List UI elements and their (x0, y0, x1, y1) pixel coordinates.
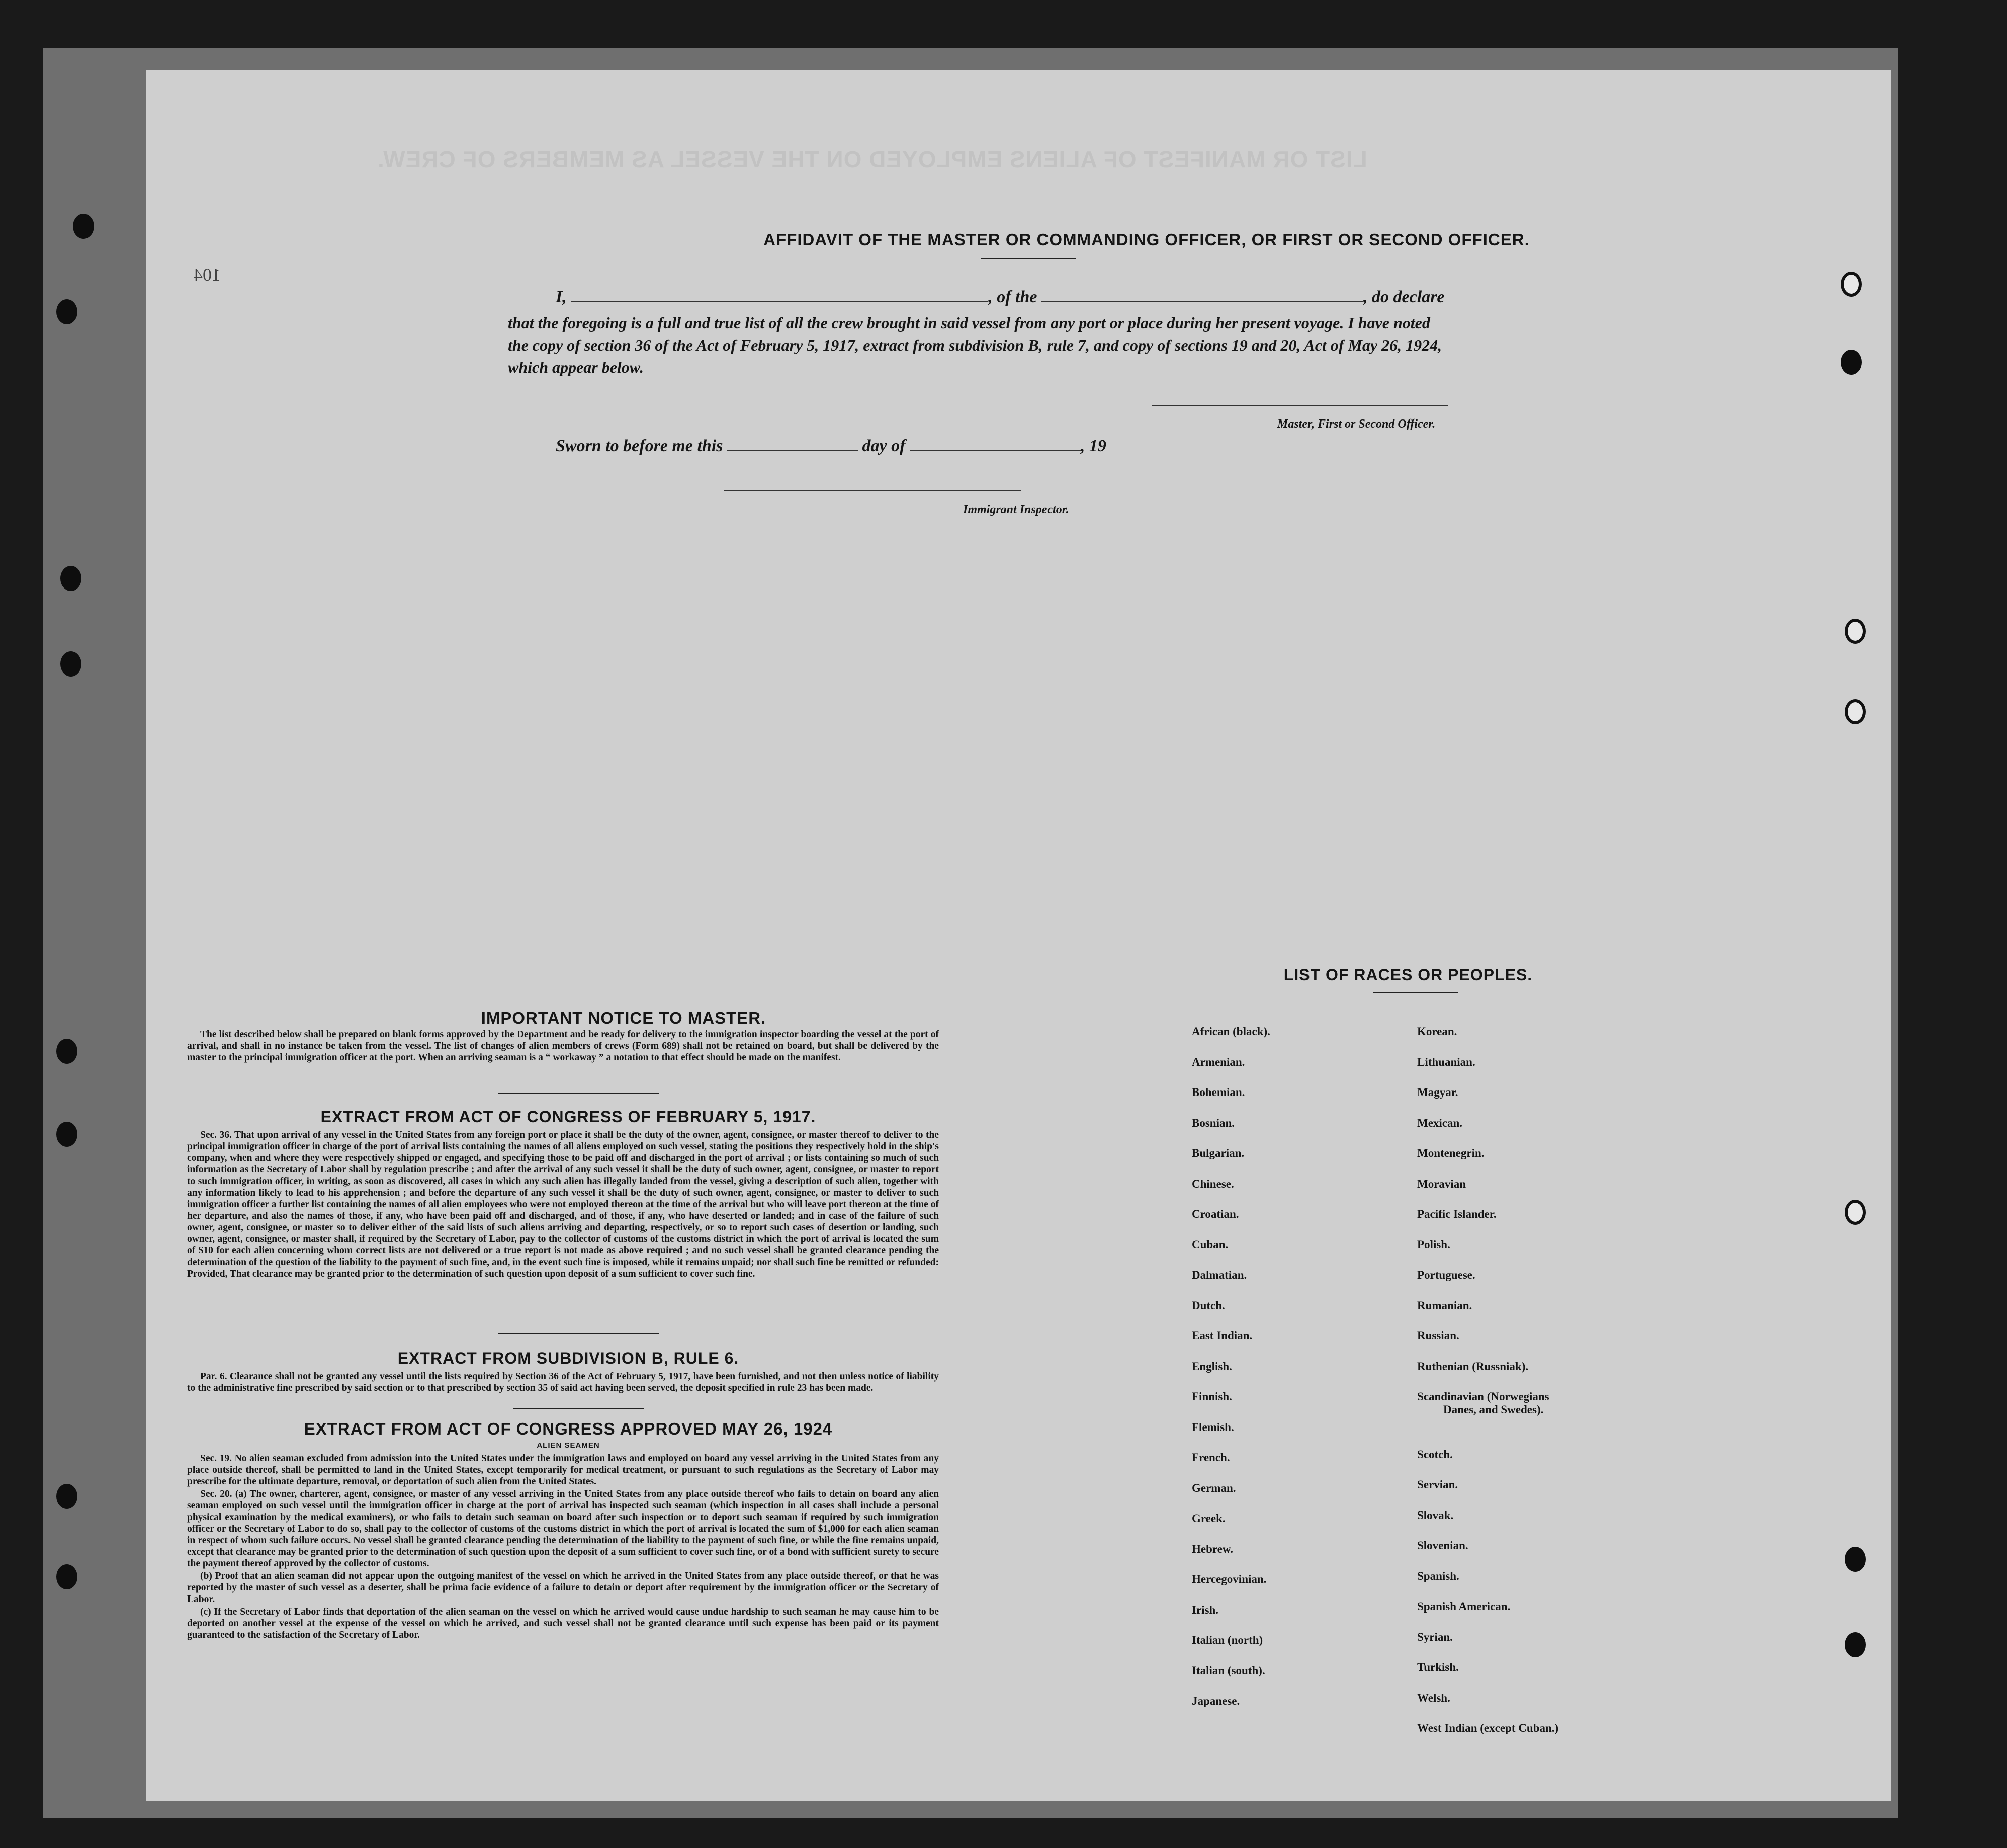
race-item: Italian (south). (1192, 1664, 1265, 1677)
race-item: Bulgarian. (1192, 1147, 1245, 1159)
race-item: Ruthenian (Russniak). (1417, 1360, 1529, 1373)
signature-label: Master, First or Second Officer. (1277, 417, 1436, 431)
race-item: Hebrew. (1192, 1542, 1233, 1555)
binder-hole (56, 1484, 77, 1509)
sec-20b-text: (b) Proof that an alien seaman did not appear upon the outgoing manifest of the vessel on which he arrived in the United States from any place outside thereof, or that he was reported by the master of such vessel as a deserter, shall be prima facie evidence of a failure to detain or deport after requirement by the immigration officer or the Secretary of Labor. (187, 1571, 939, 1605)
extract-1924-body (187, 1453, 939, 1642)
par-6-text: Par. 6. Clearance shall not be granted any vessel until the lists required by Section 36 of the Act of February 5, 1917, have been furnished, and not then unless notice of liability to the administrative fine prescribed by said section or to that prescribed by section 35 of said act having been served, the deposit specified in rule 23 has been made. (187, 1371, 939, 1393)
race-item: Turkish. (1417, 1661, 1459, 1674)
declaration-line (556, 288, 1444, 307)
sec-20c-text: (c) If the Secretary of Labor finds that deportation of the alien seaman on the vessel on which he arrived would cause undue hardship to such seaman he may cause him to be deported on another vessel at the expense of the vessel on which he arrived, and such vessel shall not be granted clearance until such expense has been paid or its payment guaranteed to the satisfaction of the Secretary of Labor. (187, 1607, 939, 1640)
race-item: Italian (north) (1192, 1634, 1263, 1646)
extract-1924-title: EXTRACT FROM ACT OF CONGRESS APPROVED MAY 26, 1924 (304, 1419, 833, 1438)
race-item: Pacific Islander. (1417, 1208, 1497, 1220)
race-item: German. (1192, 1481, 1236, 1494)
section-36-text: Sec. 36. That upon arrival of any vessel in the United States from any foreign port or place it shall be the duty of the owner, agent, consignee, or master thereof to deliver to the principal immigration officer in charge of the port of arrival lists containing the names of all aliens employed on such vessel, stating the positions they respectively hold in the ship's company, when and where they were respectively shipped or engaged, and specifying those to be paid off and discharged in the port of arrival ; or lists containing so much of such information as the Secretary of Labor shall by regulation prescribe ; and after the arrival of any such vessel it shall be the duty of such owner, agent, consignee, or master to report to such immigration officer, in writing, as soon as discovered, all cases in which any such alien has illegally landed from the vessel, giving a description of such alien, together with any information likely to lead to his apprehension ; and before the departure of any such vessel it shall be the duty of such owner, agent, consignee, or master to deliver to such immigration officer a further list containing the names of all alien employees who were not employed thereon at the time of the arrival but who will leave port thereon at the time of her departure, and also the names of those, if any, who have been paid off and discharged, and of those, if any, who have deserted or landed; and in case of the failure of such owner, agent, consignee, or master so to deliver either of the said lists of such aliens arriving and departing, respectively, or so to report such cases of desertion or landing, such owner, agent, consignee, or master shall, if required by the Secretary of Labor, pay to the collector of customs of the customs district in which the port of arrival is located the sum of $10 for each alien concerning whom correct lists are not delivered or a true report is not made as above required ; and no such vessel shall be granted clearance pending the determination of the question of the liability to the payment of such fine, and, in the event such fine is imposed, while it remains unpaid; nor shall such fine be remitted or refunded: Provided, That clearance may be granted prior to the determination of such question upon deposit of a sum sufficient to cover such fine. (187, 1130, 939, 1279)
binder-hole (56, 1564, 77, 1589)
race-item: Finnish. (1192, 1390, 1232, 1403)
binder-hole (60, 651, 81, 677)
declarant-name-field[interactable] (571, 301, 988, 302)
race-item: Greek. (1192, 1512, 1226, 1525)
inspector-label: Immigrant Inspector. (963, 503, 1069, 516)
race-item: Danes, and Swedes). (1443, 1403, 1544, 1416)
binder-hole (56, 299, 77, 324)
race-item: Dalmatian. (1192, 1269, 1247, 1281)
race-item: Japanese. (1192, 1695, 1240, 1707)
race-item: Syrian. (1417, 1630, 1453, 1643)
binder-hole (1845, 699, 1866, 724)
race-item: Armenian. (1192, 1055, 1245, 1068)
notice-title: IMPORTANT NOTICE TO MASTER. (481, 1009, 766, 1027)
race-item: Irish. (1192, 1603, 1219, 1616)
race-item: Chinese. (1192, 1177, 1234, 1190)
section-rule (498, 1333, 659, 1334)
binder-hole (1845, 1547, 1866, 1572)
title-rule (981, 258, 1076, 259)
race-item: Russian. (1417, 1329, 1459, 1342)
race-item: Rumanian. (1417, 1299, 1472, 1312)
extract-1917-title: EXTRACT FROM ACT OF CONGRESS OF FEBRUARY 5, 1917. (320, 1108, 816, 1126)
vessel-prefix: , of the (988, 288, 1037, 306)
sworn-day-field[interactable] (727, 450, 858, 451)
sworn-year-label: , 19 (1080, 437, 1106, 455)
declare-suffix: , do declare (1363, 288, 1445, 306)
race-item: Mexican. (1417, 1116, 1463, 1129)
race-item: Servian. (1417, 1478, 1458, 1491)
race-item: Hercegovinian. (1192, 1573, 1267, 1585)
races-title: LIST OF RACES OR PEOPLES. (1283, 966, 1533, 984)
race-item: Welsh. (1417, 1691, 1450, 1704)
sworn-day-label: day of (862, 437, 906, 455)
binder-hole (1845, 619, 1866, 644)
notice-body (187, 1029, 939, 1064)
race-item: Polish. (1417, 1238, 1450, 1251)
section-rule (498, 1093, 659, 1094)
binder-hole (60, 566, 81, 591)
inspector-signature-field[interactable] (724, 490, 1021, 491)
vessel-name-field[interactable] (1041, 301, 1363, 302)
race-item: English. (1192, 1360, 1232, 1373)
alien-seamen-subtitle: ALIEN SEAMEN (537, 1441, 600, 1450)
race-item: Korean. (1417, 1025, 1457, 1038)
rule-6-title: EXTRACT FROM SUBDIVISION B, RULE 6. (397, 1349, 739, 1367)
race-item: African (black). (1192, 1025, 1270, 1038)
binder-hole (1845, 1200, 1866, 1225)
declarant-prefix: I, (556, 288, 567, 306)
bleed-through-page-number: 104 (194, 265, 221, 285)
race-item: Bosnian. (1192, 1116, 1235, 1129)
extract-1917-body (187, 1129, 939, 1281)
officer-signature-field[interactable] (1152, 405, 1448, 406)
rule-6-body (187, 1371, 939, 1395)
race-item: French. (1192, 1451, 1230, 1464)
races-title-rule (1373, 992, 1458, 993)
race-item: Spanish. (1417, 1569, 1459, 1582)
race-item: Portuguese. (1417, 1269, 1475, 1281)
race-item: Scotch. (1417, 1448, 1453, 1461)
race-item: Slovenian. (1417, 1539, 1468, 1552)
race-item: Cuban. (1192, 1238, 1229, 1251)
bleed-through-title: LIST OR MANIFEST OF ALIENS EMPLOYED ON THE VESSEL AS MEMBERS OF CREW. (377, 146, 1367, 173)
sworn-month-field[interactable] (910, 450, 1081, 451)
race-item: Dutch. (1192, 1299, 1225, 1312)
race-item: Slovak. (1417, 1508, 1454, 1522)
affidavit-body: that the foregoing is a full and true list of all the crew brought in said vessel from any port or place during her present voyage. I have noted the copy of section 36 of the Act of February 5, 1917, extract from subdivision B, rule 7, and copy of sections 19 and 20, Act of May 26, 1924, which appear below. (508, 314, 1442, 376)
race-item: Lithuanian. (1417, 1055, 1475, 1068)
section-rule (513, 1408, 644, 1409)
binder-hole (73, 214, 94, 239)
race-item: Magyar. (1417, 1086, 1458, 1099)
race-item: Bohemian. (1192, 1086, 1245, 1099)
sworn-prefix: Sworn to before me this (556, 437, 723, 455)
race-item: Moravian (1417, 1177, 1466, 1190)
binder-hole (1845, 1632, 1866, 1657)
binder-hole (1841, 350, 1862, 375)
sworn-line (556, 437, 1106, 456)
race-item: Flemish. (1192, 1420, 1234, 1434)
binder-hole (56, 1039, 77, 1064)
notice-paragraph: The list described below shall be prepared on blank forms approved by the Department and be ready for delivery to the immigration inspector boarding the vessel at the port of arrival, and shall in no instance be taken from the vessel. The list of changes of alien members of crews (Form 689) shall not be retained on board, but shall be delivered by the master to the principal immigration officer at the port. When an arriving seaman is a “ workaway ” a notation to that effect should be made on the manifest. (187, 1029, 939, 1063)
binder-hole (1841, 272, 1862, 297)
race-item: Spanish American. (1417, 1600, 1511, 1613)
affidavit-title: AFFIDAVIT OF THE MASTER OR COMMANDING OFFICER, OR FIRST OR SECOND OFFICER. (763, 230, 1530, 249)
binder-hole (56, 1122, 77, 1147)
race-item: West Indian (except Cuban.) (1417, 1722, 1559, 1735)
manifest-page (146, 70, 1891, 1801)
race-item: Croatian. (1192, 1208, 1239, 1220)
race-item: Scandinavian (Norwegians (1417, 1390, 1549, 1403)
sec-19-text: Sec. 19. No alien seaman excluded from admission into the United States under the immigration laws and employed on board any vessel arriving in the United States from any place outside thereof, shall be permitted to land in the United States, except temporarily for medical treatment, or pursuant to such regulations as the Secretary of Labor may prescribe for the ultimate departure, removal, or deportation of such alien from the United States. (187, 1453, 939, 1487)
race-item: Montenegrin. (1417, 1147, 1485, 1159)
race-item: East Indian. (1192, 1329, 1253, 1342)
sec-20a-text: Sec. 20. (a) The owner, charterer, agent, consignee, or master of any vessel arriving in the United States from any place outside thereof who fails to detain on board any alien seaman employed on such vessel until the immigration officer in charge at the port of arrival has inspected such seaman (which inspection in all cases shall include a personal physical examination by the medical examiners), or who fails to detain such seaman on board after such inspection or to deport such seaman if required by such immigration officer or the Secretary of Labor to do so, shall pay to the collector of customs of the customs district in which the port of arrival is located the sum of $1,000 for each alien seaman in respect of whom such failure occurs. No vessel shall be granted clearance pending the determination of the liability to the payment of such fine, or while the fine remains unpaid, except that clearance may be granted prior to the determination of such question upon the deposit of a sum sufficient to cover such fine, or of a bond with sufficient surety to secure the payment thereof approved by the collector of customs. (187, 1489, 939, 1569)
